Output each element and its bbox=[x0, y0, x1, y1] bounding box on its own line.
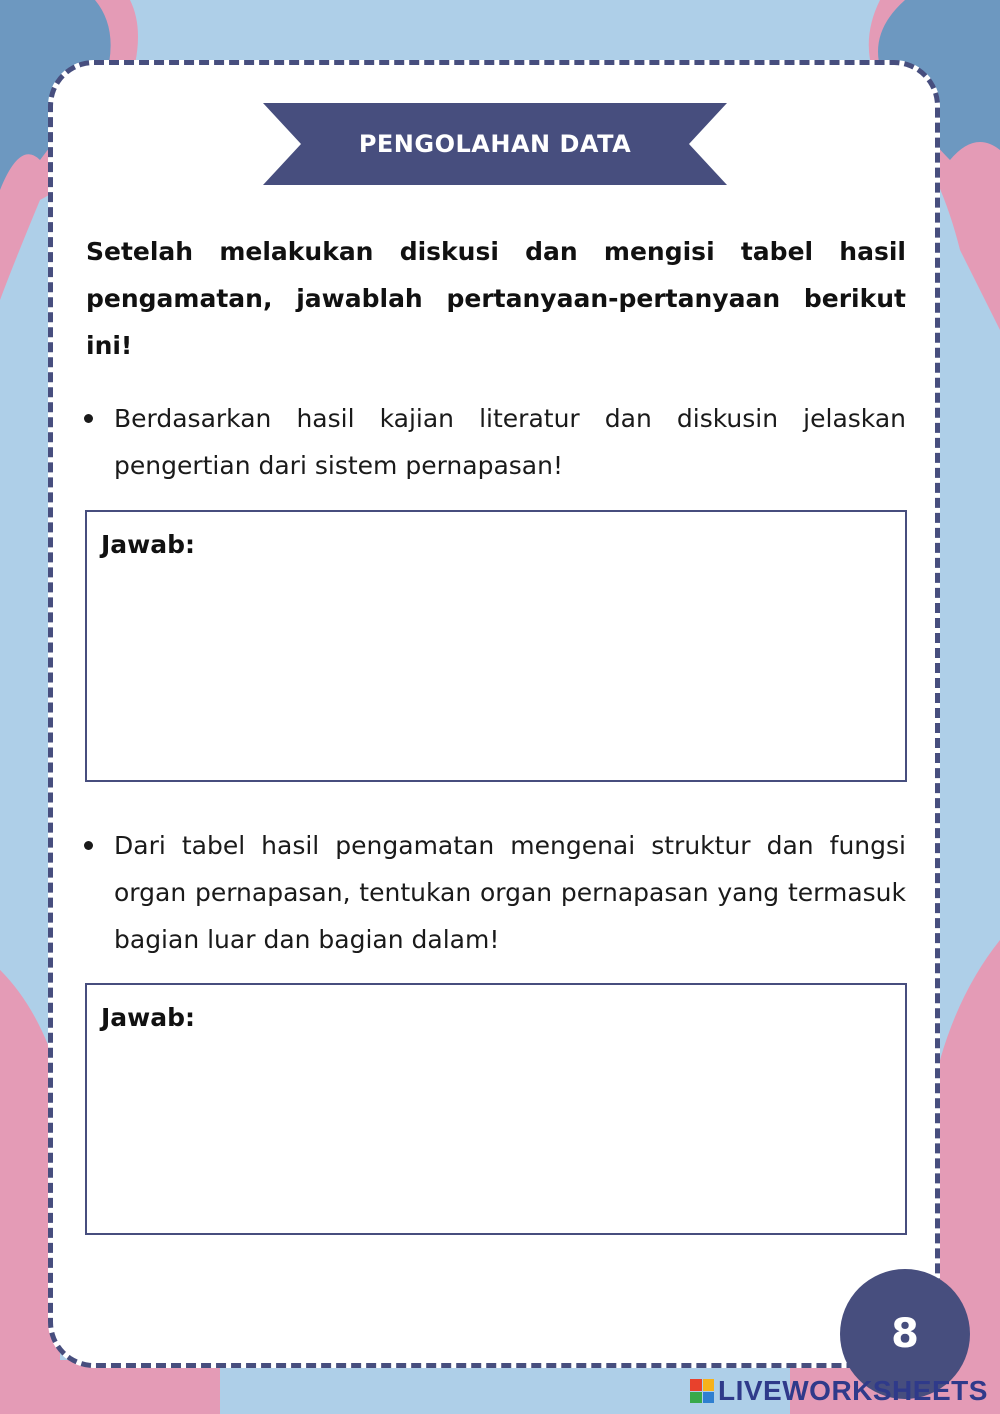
watermark-text: LIVEWORKSHEETS bbox=[718, 1375, 988, 1406]
answer-input-2[interactable] bbox=[101, 1045, 891, 1221]
answer-box-1 bbox=[85, 510, 907, 782]
bullet-icon bbox=[84, 841, 93, 850]
answer-box-2 bbox=[85, 983, 907, 1235]
banner-title: PENGOLAHAN DATA bbox=[358, 130, 632, 158]
question-1 bbox=[114, 395, 906, 489]
section-banner bbox=[263, 103, 727, 185]
page-number-badge: 8 bbox=[840, 1269, 970, 1399]
question-2 bbox=[114, 822, 906, 963]
instruction-text: Setelah melakukan diskusi dan mengisi tabel hasil pengamatan, jawablah pertanyaan-pertanyaan berikut ini! bbox=[86, 237, 906, 360]
liveworksheets-watermark bbox=[690, 1374, 988, 1408]
liveworksheets-logo-icon bbox=[690, 1379, 714, 1403]
question-1-text: Berdasarkan hasil kajian literatur dan diskusin jelaskan pengertian dari sistem pernapasan! bbox=[114, 404, 906, 480]
answer-input-1[interactable] bbox=[101, 572, 891, 768]
answer-label-2: Jawab: bbox=[101, 1003, 196, 1032]
answer-label-1: Jawab: bbox=[101, 530, 196, 559]
question-2-text: Dari tabel hasil pengamatan mengenai struktur dan fungsi organ pernapasan, tentukan organ pernapasan yang termasuk bagian luar dan bagian dalam! bbox=[114, 831, 906, 954]
bullet-icon bbox=[84, 414, 93, 423]
